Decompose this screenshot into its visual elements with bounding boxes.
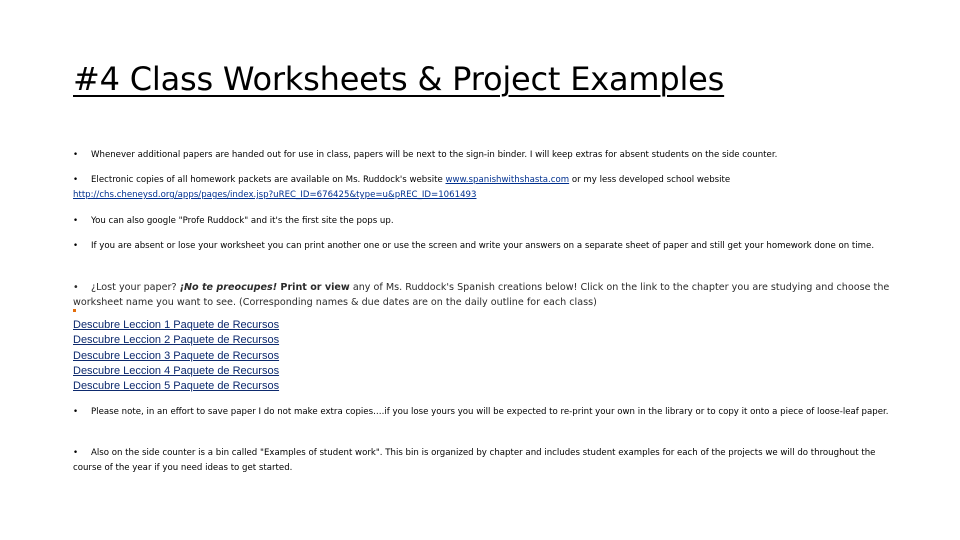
paragraph-electronic-copies — [73, 173, 893, 203]
chapter-link-list — [73, 318, 279, 394]
bullet: • — [73, 150, 79, 160]
paragraph-text: Please note, in an effort to save paper I do not make extra copies….if you lose yours you will be expected to re-print your own in the library or to copy it onto a piece of loose-leaf paper. — [91, 407, 889, 417]
page-title: #4 Class Worksheets & Project Examples — [73, 60, 725, 98]
paragraph-text: ¿Lost your paper? — [91, 282, 180, 293]
paragraph-text: You can also google "Profe Ruddock" and it's the first site the pops up. — [91, 216, 394, 226]
paragraph-text: Also on the side counter is a bin called "Examples of student work". This bin is organized by chapter and includes student examples for each of the projects we will do throughout the course of the year if you need ideas to get started. — [73, 448, 876, 473]
school-website-link[interactable]: http://chs.cheneysd.org/apps/pages/index.jsp?uREC_ID=676425&type=u&pREC_ID=1061493 — [73, 190, 477, 200]
bullet: • — [73, 175, 79, 185]
paragraph-emphasis: ¡No te preocupes! — [179, 282, 281, 293]
chapter-link-1[interactable]: Descubre Leccion 1 Paquete de Recursos — [73, 319, 280, 331]
paragraph-student-work — [73, 446, 893, 476]
chapter-link-3[interactable]: Descubre Leccion 3 Paquete de Recursos — [73, 349, 280, 362]
bullet: • — [73, 448, 79, 458]
paragraph-text: If you are absent or lose your worksheet you can print another one or use the screen and write your answers on a separate sheet of paper and still get your homework done on time. — [91, 241, 875, 251]
paragraph-lost-paper — [73, 280, 893, 310]
website-link[interactable]: www.spanishwithshasta.com — [445, 175, 570, 185]
paragraph-text: or my less developed school website — [569, 175, 731, 185]
paragraph-text: Electronic copies of all homework packets are available on Ms. Ruddock's website — [91, 175, 446, 185]
bullet: • — [73, 282, 79, 293]
paragraph-text: any of Ms. Ruddock's Spanish creations below! Click on the link to the chapter you are studying and choose the worksheet name you want to see. (Corresponding names & due dates are on the daily outline for each class) — [73, 282, 890, 308]
chapter-link-5[interactable]: Descubre Leccion 5 Paquete de Recursos — [73, 380, 280, 393]
paragraph-bold: Print or view — [280, 282, 350, 293]
paragraph-absent — [73, 239, 893, 254]
paragraph-save-paper — [73, 405, 893, 420]
chapter-link-2[interactable]: Descubre Leccion 2 Paquete de Recursos — [73, 334, 280, 347]
paragraph-text: Whenever additional papers are handed out for use in class, papers will be next to the sign-in binder. I will keep extras for absent students on the side counter. — [91, 150, 778, 160]
chapter-link-4[interactable]: Descubre Leccion 4 Paquete de Recursos — [73, 364, 280, 377]
bullet: • — [73, 407, 79, 417]
bullet: • — [73, 216, 79, 226]
orange-marker — [73, 309, 76, 312]
paragraph-google — [73, 214, 893, 229]
bullet: • — [73, 241, 79, 251]
paragraph-extra-papers — [73, 148, 893, 163]
